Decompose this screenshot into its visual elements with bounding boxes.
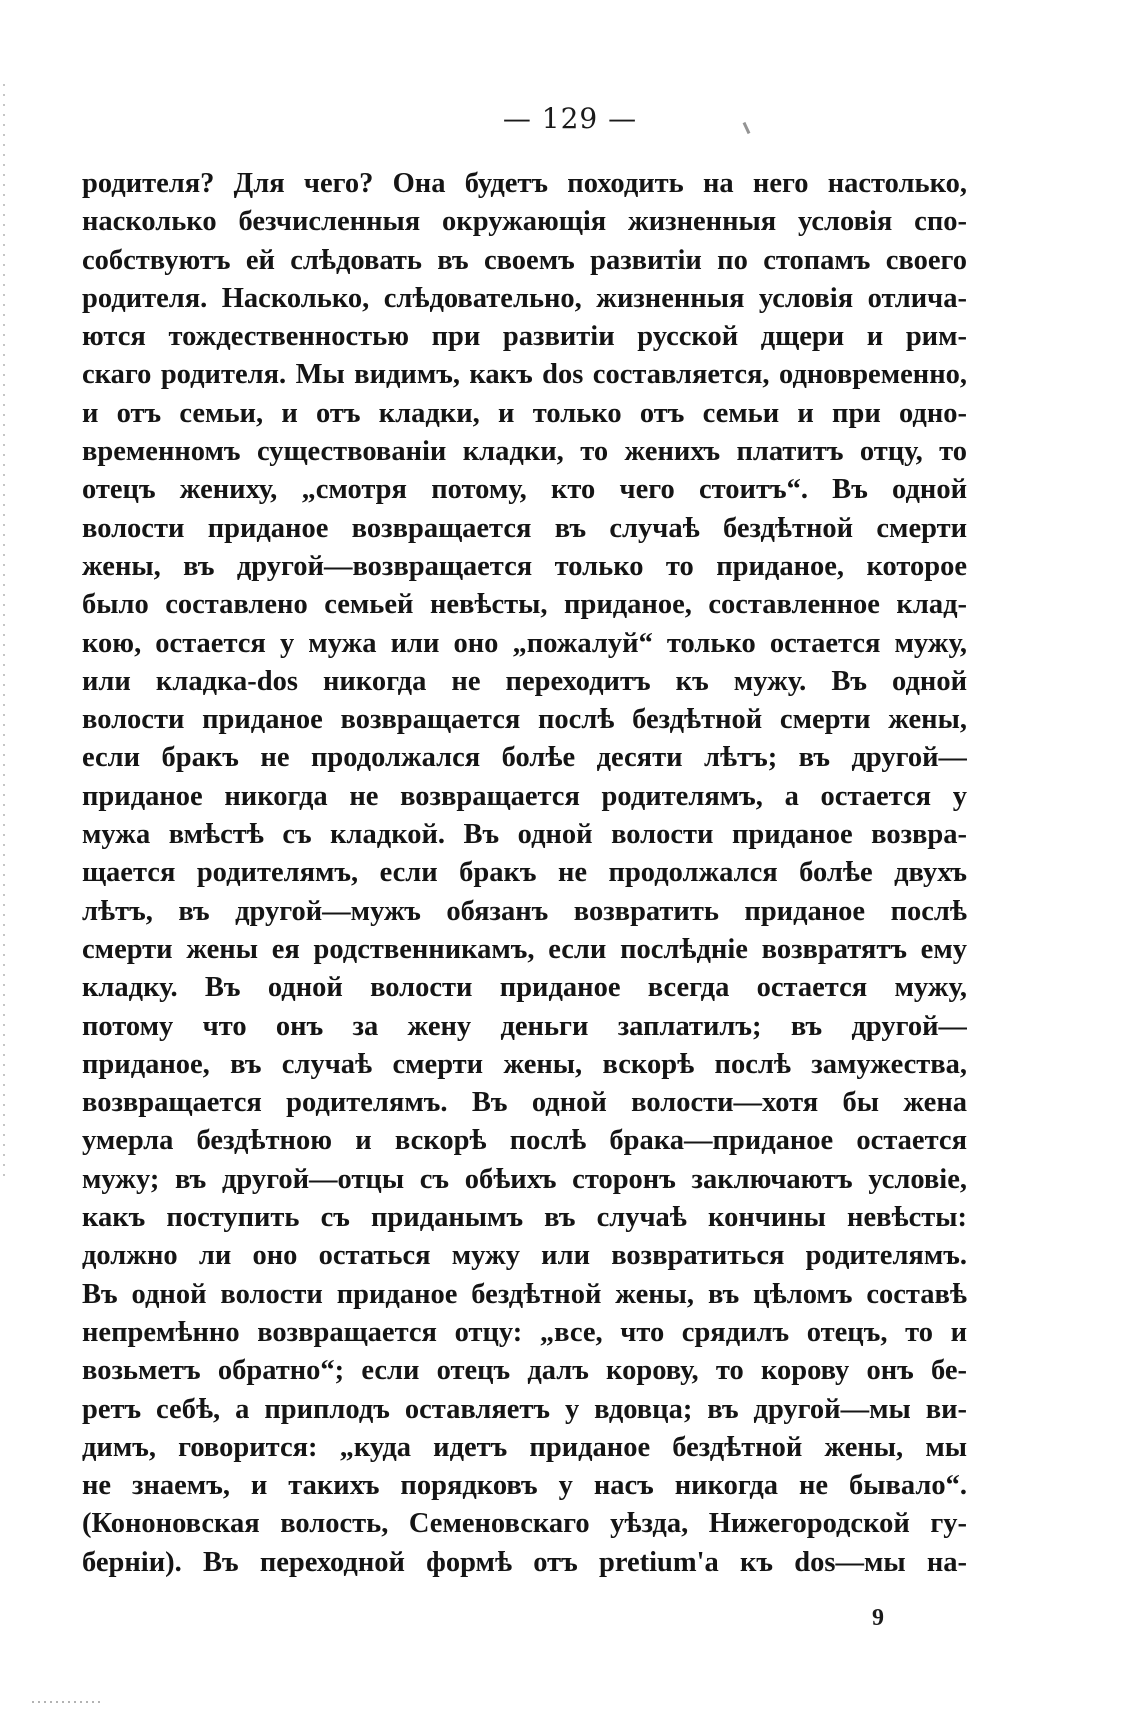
text-line: родителя? Для чего? Она будетъ походить на него настолько, <box>82 168 967 199</box>
text-line: возьметъ обратно“; если отецъ далъ корову, то корову онъ бе- <box>82 1355 967 1387</box>
text-line: потому что онъ за жену деньги заплатилъ; въ другой— <box>82 1010 967 1042</box>
text-line: родителя. Насколько, слѣдовательно, жизненныя условія отлича- <box>82 282 967 314</box>
text-line: ются тождественностью при развитіи русской дщери и рим- <box>82 321 967 353</box>
text-line: или кладка-dos никогда не переходитъ къ мужу. Въ одной <box>82 665 967 697</box>
text-line: собствуютъ ей слѣдовать въ своемъ развитіи по стопамъ своего <box>82 244 967 276</box>
text-line: отецъ жениху, „смотря потому, кто чего стоитъ“. Въ одной <box>82 474 967 506</box>
text-line: если бракъ не продолжался болѣе десяти лѣтъ; въ другой— <box>82 742 967 774</box>
text-line: было составлено семьей невѣсты, приданое, составленное клад- <box>82 589 967 621</box>
text-line: кладку. Въ одной волости приданое всегда остается мужу, <box>82 972 967 1004</box>
text-line: непремѣнно возвращается отцу: „все, что срядилъ отецъ, то и <box>82 1316 967 1348</box>
text-line: волости приданое возвращается послѣ бездѣтной смерти жены, <box>82 704 967 736</box>
scan-bottom-dots <box>30 1700 100 1704</box>
text-line: должно ли оно остаться мужу или возвратиться родителямъ. <box>82 1240 967 1272</box>
text-line: скаго родителя. Мы видимъ, какъ dos составляется, одновременно, <box>82 359 967 391</box>
text-line: временномъ существованіи кладки, то женихъ платитъ отцу, то <box>82 436 967 468</box>
text-line: димъ, говорится: „куда идетъ приданое бездѣтной жены, мы <box>82 1431 967 1463</box>
body-text <box>82 165 967 1582</box>
text-line: ретъ себѣ, а приплодъ оставляетъ у вдовца; въ другой—мы ви- <box>82 1393 967 1425</box>
text-line: какъ поступить съ приданымъ въ случаѣ кончины невѣсты: <box>82 1202 967 1234</box>
signature-mark: 9 <box>872 1605 884 1631</box>
text-line: возвращается родителямъ. Въ одной волости—хотя бы жена <box>82 1087 967 1119</box>
text-line: приданое, въ случаѣ смерти жены, вскорѣ послѣ замужества, <box>82 1048 967 1080</box>
text-line: волости приданое возвращается въ случаѣ бездѣтной смерти <box>82 512 967 544</box>
text-line: берніи). Въ переходной формѣ отъ pretium'а къ dos—мы на- <box>82 1546 967 1578</box>
text-line: умерла бездѣтною и вскорѣ послѣ брака—приданое остается <box>82 1125 967 1157</box>
text-line: лѣтъ, въ другой—мужъ обязанъ возвратить приданое послѣ <box>82 895 967 927</box>
text-line: не знаемъ, и такихъ порядковъ у насъ никогда не бывало“. <box>82 1470 967 1502</box>
text-line: и отъ семьи, и отъ кладки, и только отъ семьи и при одно- <box>82 397 967 429</box>
text-line: мужу; въ другой—отцы съ обѣихъ сторонъ заключаютъ условіе, <box>82 1163 967 1195</box>
text-line: смерти жены ея родственникамъ, если послѣдніе возвратятъ ему <box>82 933 967 965</box>
scan-edge-dots <box>2 80 6 1180</box>
text-line: Въ одной волости приданое бездѣтной жены, въ цѣломъ составѣ <box>82 1278 967 1310</box>
page-number-header: — 129 — <box>502 102 638 135</box>
text-line: приданое никогда не возвращается родителямъ, а остается у <box>82 780 967 812</box>
text-line: щается родителямъ, если бракъ не продолжался болѣе двухъ <box>82 857 967 889</box>
text-line: жены, въ другой—возвращается только то приданое, которое <box>82 550 967 582</box>
text-line: кою, остается у мужа или оно „пожалуй“ только остается мужу, <box>82 627 967 659</box>
text-line: мужа вмѣстѣ съ кладкой. Въ одной волости приданое возвра- <box>82 819 967 851</box>
text-line: (Кононовская волость, Семеновскаго уѣзда, Нижегородской гу- <box>82 1508 967 1540</box>
text-line: насколько безчисленныя окружающія жизненныя условія спо- <box>82 206 967 238</box>
